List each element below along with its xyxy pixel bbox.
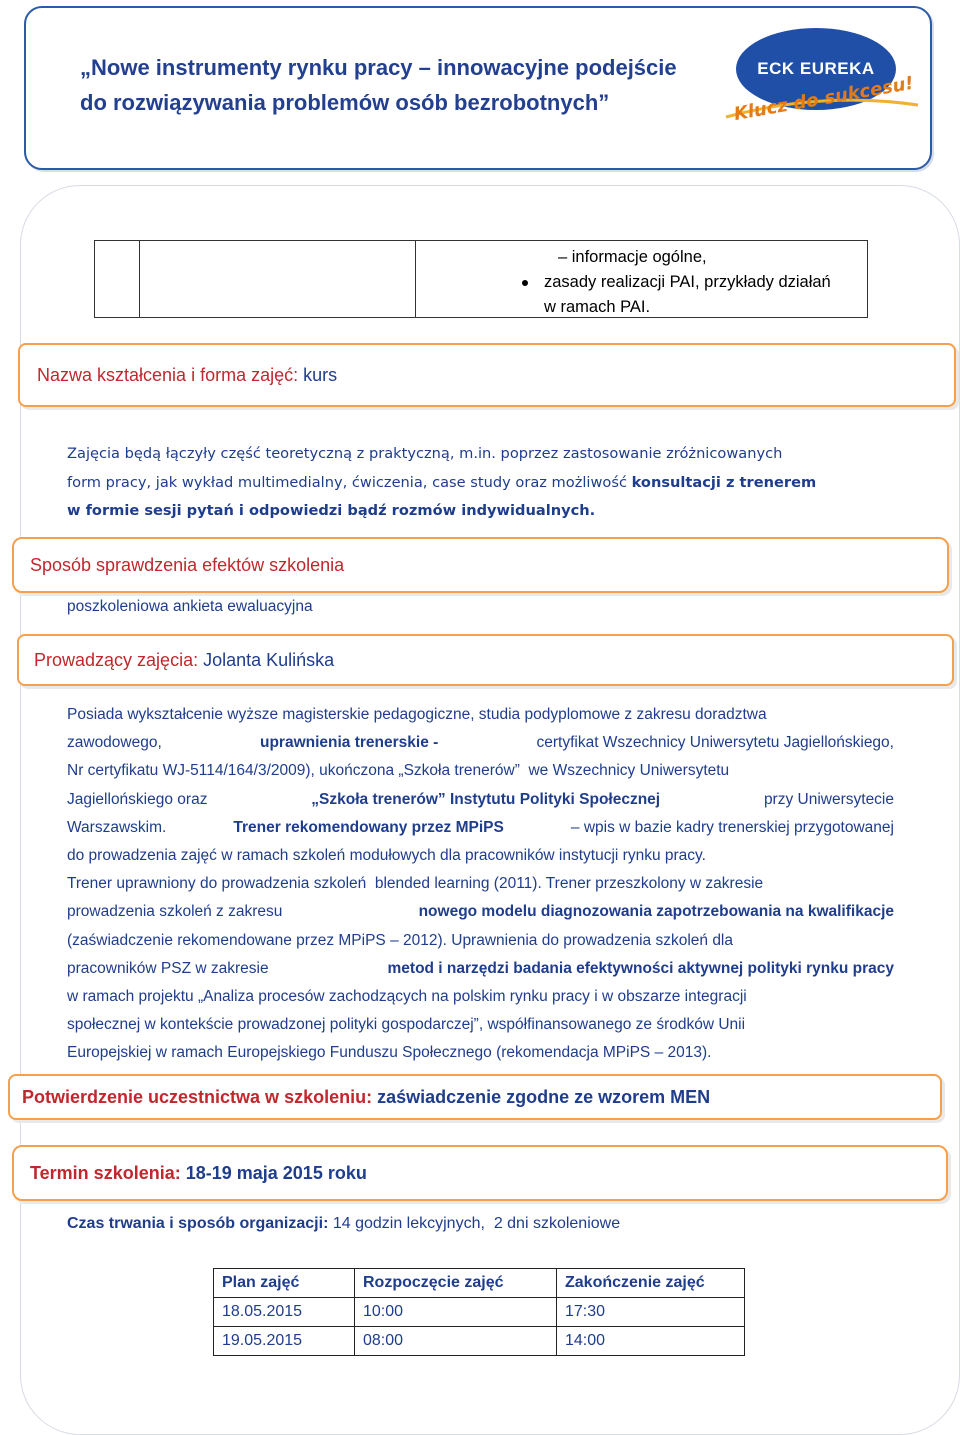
- trainer-name: Jolanta Kulińska: [203, 649, 335, 670]
- term-value: 18-19 maja 2015 roku: [180, 1162, 367, 1183]
- schedule-row: [214, 1298, 745, 1327]
- confirmation-value: zaświadczenie zgodne ze wzorem MEN: [372, 1086, 711, 1107]
- training-name-bar: [18, 343, 956, 407]
- bio-line: Posiada wykształcenie wyższe magisterskie pedagogiczne, studia podyplomowe z zakresu doradztwa: [67, 706, 767, 723]
- bio-line: Warszawskim. Trener rekomendowany przez MPiPS – wpis w bazie kadry trenerskiej przygotowanej: [67, 818, 894, 836]
- table-divider: [415, 241, 416, 317]
- bio-line: pracowników PSZ w zakresie metod i narzędzi badania efektywności aktywnej polityki rynku pracy: [67, 959, 894, 977]
- term-label: Termin szkolenia:: [30, 1162, 181, 1183]
- description-line-3: w formie sesji pytań i odpowiedzi bądź rozmów indywidualnych.: [67, 502, 596, 519]
- bio-line: społecznej w kontekście prowadzonej polityki gospodarczej”, współfinansowanego ze środków Unii: [67, 1016, 746, 1034]
- term-bar: [12, 1145, 948, 1201]
- bio-line: w ramach projektu „Analiza procesów zachodzących na polskim rynku pracy i w obszarze integracji: [67, 987, 747, 1005]
- description-line-1: Zajęcia będą łączyły część teoretyczną z praktyczną, m.in. poprzez zastosowanie zróżnicowanych: [67, 445, 783, 462]
- evaluation-bar: [12, 537, 949, 593]
- evaluation-value: poszkoleniowa ankieta ewaluacyjna: [67, 598, 313, 615]
- bio-line: Jagiellońskiego oraz „Szkoła trenerów” Instytutu Polityki Społecznej przy Uniwersytecie: [67, 790, 894, 808]
- schedule-cell: 14:00: [557, 1327, 745, 1356]
- bio-line: Trener uprawniony do prowadzenia szkoleń blended learning (2011). Trener przeszkolony w zakresie: [67, 875, 764, 893]
- schedule-header-cell: Plan zajęć: [214, 1269, 355, 1298]
- confirmation-label: Potwierdzenie uczestnictwa w szkoleniu:: [22, 1086, 373, 1107]
- bio-line: do prowadzenia zajęć w ramach szkoleń modułowych dla pracowników instytucji rynku pracy.: [67, 846, 706, 864]
- duration-label: Czas trwania i sposób organizacji:: [67, 1215, 329, 1232]
- duration-line: [67, 1215, 620, 1233]
- trainer-bar: [17, 634, 954, 686]
- bio-line: (zaświadczenie rekomendowane przez MPiPS – 2012). Uprawnienia do prowadzenia szkoleń dla: [67, 931, 734, 949]
- schedule-header-row: [214, 1269, 745, 1298]
- duration-value: 14 godzin lekcyjnych, 2 dni szkoleniowe: [328, 1215, 621, 1232]
- schedule-cell: 19.05.2015: [214, 1327, 355, 1356]
- trainer-label: Prowadzący zajęcia:: [34, 649, 199, 670]
- logo-tagline: Klucz do sukcesu!: [732, 72, 916, 125]
- schedule-header-cell: Rozpoczęcie zajęć: [355, 1269, 557, 1298]
- bio-line: zawodowego, uprawnienia trenerskie - certyfikat Wszechnicy Uniwersytetu Jagiellońskiego,: [67, 734, 894, 752]
- schedule-cell: 18.05.2015: [214, 1298, 355, 1327]
- bio-line: prowadzenia szkoleń z zakresu nowego modelu diagnozowania zapotrzebowania na kwalifikacje: [67, 903, 894, 921]
- title-line-2: do rozwiązywania problemów osób bezrobotnych”: [80, 90, 610, 115]
- training-name-label: Nazwa kształcenia i forma zajęć:: [37, 364, 299, 385]
- schedule-table: [213, 1268, 745, 1356]
- program-line: w ramach PAI.: [544, 298, 651, 316]
- bio-line: Europejskiej w ramach Europejskiego Funduszu Społecznego (rekomendacja MPiPS – 2013).: [67, 1044, 712, 1062]
- trainer-bio: [67, 701, 894, 1067]
- evaluation-label: Sposób sprawdzenia efektów szkolenia: [30, 554, 345, 575]
- bio-line: Nr certyfikatu WJ-5114/164/3/2009), ukończona „Szkoła trenerów” we Wszechnicy Uniwersytetu: [67, 762, 730, 780]
- logo-text: ECK EUREKA: [757, 59, 875, 78]
- schedule-header-cell: Zakończenie zajęć: [557, 1269, 745, 1298]
- program-line: – informacje ogólne,: [558, 248, 707, 266]
- confirmation-bar: [8, 1074, 942, 1120]
- table-divider: [139, 241, 140, 317]
- training-name-value: kurs: [298, 364, 338, 385]
- program-bullet-item: zasady realizacji PAI, przykłady działań: [544, 270, 831, 295]
- description-line-2: form pracy, jak wykład multimedialny, ćwiczenia, case study oraz możliwość konsultacji z trenerem: [67, 474, 817, 491]
- schedule-cell: 10:00: [355, 1298, 557, 1327]
- title-line-1: „Nowe instrumenty rynku pracy – innowacyjne podejście: [80, 55, 677, 80]
- program-table-fragment: [94, 240, 868, 318]
- bullet-icon: [522, 280, 528, 286]
- program-cell: [544, 245, 831, 320]
- schedule-cell: 08:00: [355, 1327, 557, 1356]
- schedule-cell: 17:30: [557, 1298, 745, 1327]
- document-title: [80, 50, 677, 120]
- schedule-row: [214, 1327, 745, 1356]
